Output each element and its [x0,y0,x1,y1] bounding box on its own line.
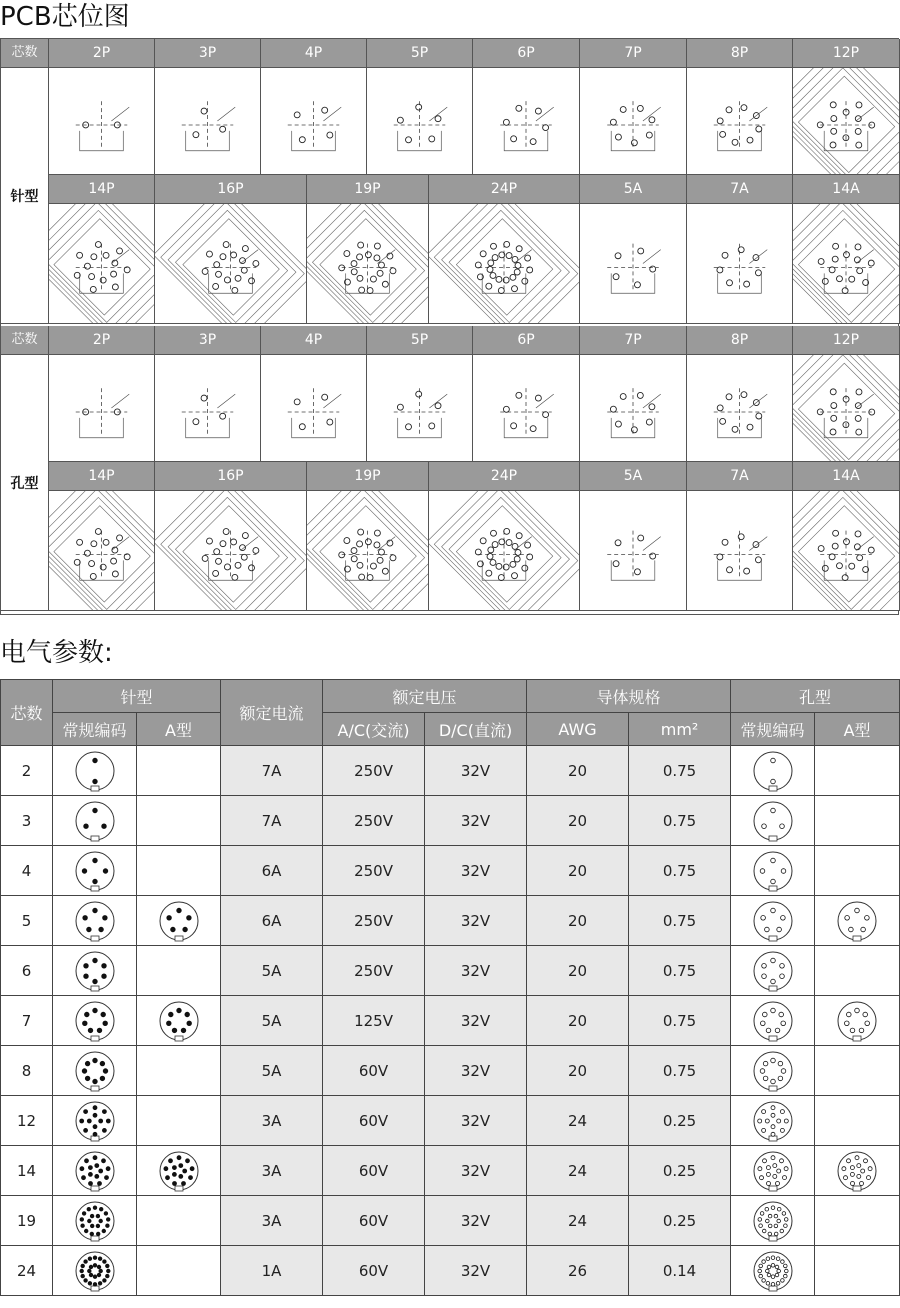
pcb-figure-7A [687,491,793,611]
row-core: 4 [1,846,53,896]
table-row [1,946,900,996]
pin-regular-icon [53,1146,137,1196]
row-ac-voltage: 250V [323,846,425,896]
row-core: 19 [1,1196,53,1246]
table-row [1,1196,900,1246]
row-current: 1A [221,1246,323,1296]
table-row [1,746,900,796]
socket-atype-icon [815,746,900,796]
header-core: 芯数 [1,680,53,746]
row-ac-voltage: 60V [323,1146,425,1196]
pcb-figure-14A [793,204,900,324]
pcb-figure-7P [580,68,687,175]
row-awg: 20 [527,846,629,896]
pcb-figure-5P [367,355,473,462]
pcb-header-7A: 7A [687,175,793,204]
pin-atype-icon [137,746,221,796]
socket-regular-icon [731,1196,815,1246]
row-mm2: 0.75 [629,896,731,946]
pin-atype-icon [137,996,221,1046]
core-label: 芯数 [1,326,49,355]
row-mm2: 0.75 [629,796,731,846]
pcb-header-14A: 14A [793,462,900,491]
pcb-figure-3P [155,355,261,462]
header-regular: 常规编码 [53,713,137,746]
pin-atype-icon [137,896,221,946]
pcb-header-14P: 14P [49,462,155,491]
pcb-header-3P: 3P [155,39,261,68]
pin-regular-icon [53,846,137,896]
row-awg: 20 [527,796,629,846]
pin-regular-icon [53,746,137,796]
row-core: 7 [1,996,53,1046]
pin-regular-icon [53,1096,137,1146]
row-dc-voltage: 32V [425,1096,527,1146]
row-current: 3A [221,1096,323,1146]
pin-regular-icon [53,1196,137,1246]
pcb-figure-6P [473,68,580,175]
socket-regular-icon [731,1146,815,1196]
row-ac-voltage: 250V [323,946,425,996]
socket-regular-icon [731,1246,815,1296]
socket-regular-icon [731,996,815,1046]
pin-regular-icon [53,996,137,1046]
pcb-figure-14A [793,491,900,611]
socket-regular-icon [731,1096,815,1146]
socket-atype-icon [815,1046,900,1096]
pcb-figure-7P [580,355,687,462]
row-mm2: 0.75 [629,846,731,896]
row-mm2: 0.75 [629,946,731,996]
pin-atype-icon [137,1146,221,1196]
row-awg: 20 [527,896,629,946]
pin-regular-icon [53,896,137,946]
row-core: 5 [1,896,53,946]
row-ac-voltage: 60V [323,1246,425,1296]
pcb-figure-19P [307,491,429,611]
row-awg: 24 [527,1146,629,1196]
pin-regular-icon [53,1246,137,1296]
pcb-header-5A: 5A [580,175,687,204]
socket-regular-icon [731,896,815,946]
pcb-header-2P: 2P [49,39,155,68]
socket-atype-icon [815,946,900,996]
pcb-figure-16P [155,204,307,324]
pcb-figure-8P [687,68,793,175]
pcb-header-19P: 19P [307,462,429,491]
row-ac-voltage: 125V [323,996,425,1046]
row-mm2: 0.25 [629,1146,731,1196]
row-mm2: 0.25 [629,1196,731,1246]
row-current: 3A [221,1196,323,1246]
pcb-header-2P: 2P [49,326,155,355]
pcb-header-3P: 3P [155,326,261,355]
row-core: 3 [1,796,53,846]
row-dc-voltage: 32V [425,1146,527,1196]
pcb-figure-5A [580,491,687,611]
socket-atype-icon [815,896,900,946]
header-voltage: 额定电压 [323,680,527,713]
pcb-figure-14P [49,204,155,324]
pcb-figure-4P [261,355,367,462]
socket-atype-icon [815,846,900,896]
row-awg: 20 [527,996,629,1046]
pcb-header-5A: 5A [580,462,687,491]
row-dc-voltage: 32V [425,1046,527,1096]
row-dc-voltage: 32V [425,996,527,1046]
row-awg: 20 [527,746,629,796]
pin-regular-icon [53,946,137,996]
pcb-layout-grid [0,38,899,615]
pcb-header-24P: 24P [429,462,580,491]
table-row [1,896,900,946]
row-core: 2 [1,746,53,796]
row-mm2: 0.75 [629,746,731,796]
row-core: 6 [1,946,53,996]
socket-regular-icon [731,746,815,796]
row-dc-voltage: 32V [425,796,527,846]
pin-atype-icon [137,1046,221,1096]
row-current: 3A [221,1146,323,1196]
row-current: 5A [221,946,323,996]
row-ac-voltage: 250V [323,796,425,846]
header-awg: AWG [527,713,629,746]
socket-atype-icon [815,996,900,1046]
pcb-header-8P: 8P [687,326,793,355]
header-conductor: 导体规格 [527,680,731,713]
pin-atype-icon [137,846,221,896]
pcb-title: PCB芯位图 [0,2,130,32]
header-atype: A型 [137,713,221,746]
row-current: 7A [221,796,323,846]
row-dc-voltage: 32V [425,846,527,896]
row-ac-voltage: 250V [323,746,425,796]
row-awg: 20 [527,946,629,996]
pcb-figure-19P [307,204,429,324]
socket-atype-icon [815,796,900,846]
row-awg: 24 [527,1096,629,1146]
pcb-header-24P: 24P [429,175,580,204]
row-mm2: 0.14 [629,1246,731,1296]
pcb-figure-12P [793,355,900,462]
pin-regular-icon [53,796,137,846]
table-row [1,1246,900,1296]
header-socket: 孔型 [731,680,900,713]
pcb-figure-4P [261,68,367,175]
socket-atype-icon [815,1096,900,1146]
pin-atype-icon [137,1246,221,1296]
socket-atype-icon [815,1146,900,1196]
pcb-header-7P: 7P [580,326,687,355]
row-ac-voltage: 60V [323,1096,425,1146]
socket-atype-icon [815,1196,900,1246]
pcb-figure-24P [429,204,580,324]
socket-regular-icon [731,846,815,896]
socket-atype-icon [815,1246,900,1296]
pcb-figure-14P [49,491,155,611]
pin-regular-icon [53,1046,137,1096]
core-label: 芯数 [1,39,49,68]
pcb-figure-16P [155,491,307,611]
pcb-header-16P: 16P [155,462,307,491]
header-atype-socket: A型 [815,713,900,746]
pcb-figure-24P [429,491,580,611]
row-core: 24 [1,1246,53,1296]
row-current: 5A [221,1046,323,1096]
row-core: 8 [1,1046,53,1096]
pcb-figure-12P [793,68,900,175]
row-ac-voltage: 60V [323,1196,425,1246]
row-awg: 20 [527,1046,629,1096]
table-row [1,846,900,896]
electrical-table [0,679,900,1296]
row-current: 6A [221,846,323,896]
header-dc: D/C(直流) [425,713,527,746]
pcb-figure-2P [49,355,155,462]
pcb-header-5P: 5P [367,326,473,355]
socket-type-label: 孔型 [1,355,49,611]
socket-regular-icon [731,946,815,996]
pcb-header-12P: 12P [793,326,900,355]
pcb-figure-2P [49,68,155,175]
table-row [1,1096,900,1146]
table-row [1,1046,900,1096]
pcb-header-4P: 4P [261,39,367,68]
pcb-figure-5A [580,204,687,324]
row-core: 14 [1,1146,53,1196]
table-row [1,996,900,1046]
pcb-figure-5P [367,68,473,175]
socket-regular-icon [731,796,815,846]
pin-type-label: 针型 [1,68,49,324]
row-awg: 26 [527,1246,629,1296]
pcb-header-6P: 6P [473,39,580,68]
pcb-header-7A: 7A [687,462,793,491]
pcb-figure-7A [687,204,793,324]
row-dc-voltage: 32V [425,946,527,996]
socket-regular-icon [731,1046,815,1096]
pcb-figure-6P [473,355,580,462]
row-dc-voltage: 32V [425,746,527,796]
pcb-header-6P: 6P [473,326,580,355]
pcb-header-7P: 7P [580,39,687,68]
pcb-header-19P: 19P [307,175,429,204]
pcb-header-5P: 5P [367,39,473,68]
row-mm2: 0.75 [629,996,731,1046]
pcb-header-8P: 8P [687,39,793,68]
pin-atype-icon [137,946,221,996]
pcb-figure-8P [687,355,793,462]
pcb-header-14P: 14P [49,175,155,204]
row-dc-voltage: 32V [425,896,527,946]
pin-atype-icon [137,1196,221,1246]
pcb-header-12P: 12P [793,39,900,68]
table-row [1,796,900,846]
row-current: 7A [221,746,323,796]
row-core: 12 [1,1096,53,1146]
row-awg: 24 [527,1196,629,1246]
row-dc-voltage: 32V [425,1196,527,1246]
header-ac: A/C(交流) [323,713,425,746]
pin-atype-icon [137,796,221,846]
pcb-header-14A: 14A [793,175,900,204]
pcb-header-4P: 4P [261,326,367,355]
row-mm2: 0.25 [629,1096,731,1146]
header-mm2: mm² [629,713,731,746]
table-row [1,1146,900,1196]
header-pin: 针型 [53,680,221,713]
row-dc-voltage: 32V [425,1246,527,1296]
pcb-header-16P: 16P [155,175,307,204]
pcb-figure-3P [155,68,261,175]
row-ac-voltage: 60V [323,1046,425,1096]
header-current: 额定电流 [221,680,323,746]
pin-atype-icon [137,1096,221,1146]
header-regular-socket: 常规编码 [731,713,815,746]
row-current: 6A [221,896,323,946]
electrical-title: 电气参数: [0,638,113,668]
row-ac-voltage: 250V [323,896,425,946]
row-current: 5A [221,996,323,1046]
row-mm2: 0.75 [629,1046,731,1096]
